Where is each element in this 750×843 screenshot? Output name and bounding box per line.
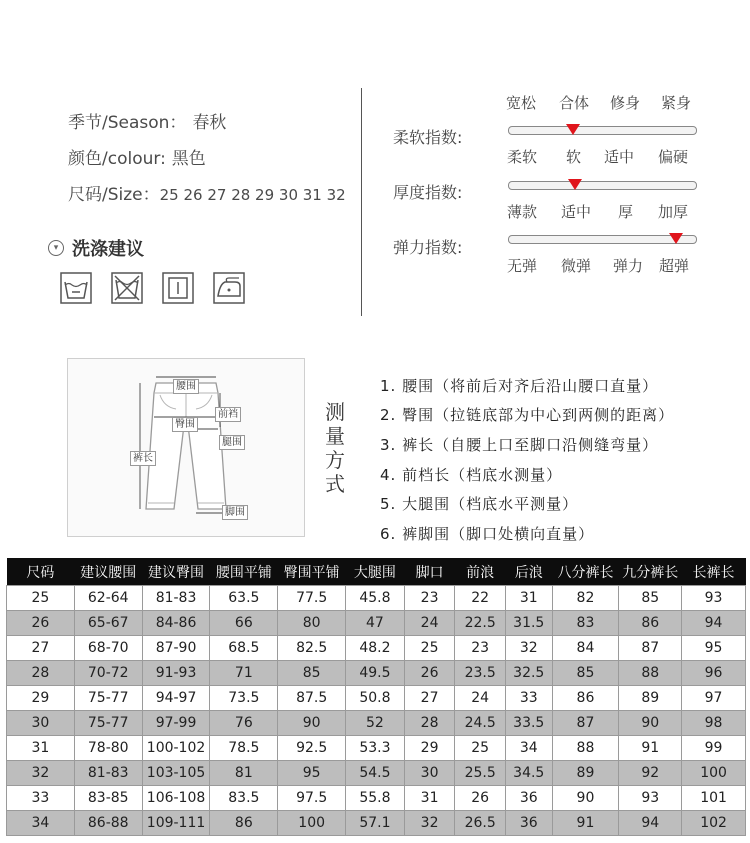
table-cell: 24 <box>404 611 455 636</box>
washing-section-title <box>48 235 144 261</box>
table-row <box>7 636 746 661</box>
softness-label: 柔软指数: <box>393 128 463 147</box>
fit-option: 修身 <box>610 94 641 112</box>
softness-bar <box>508 126 697 135</box>
table-cell: 78-80 <box>74 736 142 761</box>
elasticity-option: 微弹 <box>561 257 592 275</box>
table-cell: 101 <box>682 786 746 811</box>
washing-title-text: 洗涤建议 <box>72 239 144 260</box>
table-cell: 86 <box>210 811 278 836</box>
table-cell: 93 <box>619 786 682 811</box>
table-cell: 26 <box>7 611 75 636</box>
table-cell: 47 <box>346 611 405 636</box>
table-row <box>7 611 746 636</box>
table-cell: 87 <box>619 636 682 661</box>
table-cell: 100 <box>278 811 346 836</box>
size-table-body <box>7 586 746 836</box>
size-table-header <box>7 558 746 586</box>
table-cell: 95 <box>278 761 346 786</box>
table-cell: 32 <box>7 761 75 786</box>
season-value: 春秋 <box>192 113 227 133</box>
table-row <box>7 661 746 686</box>
table-cell: 68-70 <box>74 636 142 661</box>
table-cell: 81 <box>210 761 278 786</box>
table-cell: 26 <box>404 661 455 686</box>
table-cell: 97-99 <box>142 711 210 736</box>
table-cell: 75-77 <box>74 686 142 711</box>
column-header: 八分裤长 <box>552 558 619 586</box>
measure-title: 测量方式 <box>325 400 345 496</box>
table-cell: 71 <box>210 661 278 686</box>
hang-dry-icon <box>162 272 194 304</box>
column-header: 后浪 <box>505 558 552 586</box>
table-cell: 66 <box>210 611 278 636</box>
table-cell: 30 <box>404 761 455 786</box>
measure-item: 2. 臀围（拉链底部为中心到两侧的距离） <box>380 406 675 424</box>
table-cell: 86 <box>552 686 619 711</box>
table-cell: 90 <box>278 711 346 736</box>
table-cell: 93 <box>682 586 746 611</box>
table-cell: 23 <box>404 586 455 611</box>
table-cell: 78.5 <box>210 736 278 761</box>
size-label: 尺码/Size： <box>68 185 160 205</box>
table-cell: 102 <box>682 811 746 836</box>
elasticity-marker <box>669 233 683 244</box>
column-header: 建议臀围 <box>142 558 210 586</box>
table-cell: 53.3 <box>346 736 405 761</box>
table-cell: 94 <box>619 811 682 836</box>
table-cell: 90 <box>619 711 682 736</box>
thickness-option: 适中 <box>561 203 592 221</box>
table-cell: 23 <box>455 636 506 661</box>
table-cell: 34 <box>7 811 75 836</box>
table-row <box>7 811 746 836</box>
measurement-diagram <box>67 358 305 537</box>
table-cell: 30 <box>7 711 75 736</box>
table-cell: 34.5 <box>505 761 552 786</box>
table-cell: 89 <box>552 761 619 786</box>
elasticity-option: 无弹 <box>507 257 538 275</box>
size-value: 25 26 27 28 29 30 31 32 <box>159 186 346 204</box>
thickness-option: 加厚 <box>658 203 689 221</box>
diagram-hip-label: 臀围 <box>172 417 198 432</box>
table-cell: 25.5 <box>455 761 506 786</box>
table-cell: 86-88 <box>74 811 142 836</box>
table-cell: 83 <box>552 611 619 636</box>
column-header: 脚口 <box>404 558 455 586</box>
table-cell: 91 <box>619 736 682 761</box>
table-cell: 103-105 <box>142 761 210 786</box>
table-row <box>7 761 746 786</box>
table-cell: 94 <box>682 611 746 636</box>
table-cell: 54.5 <box>346 761 405 786</box>
table-cell: 28 <box>7 661 75 686</box>
table-cell: 99 <box>682 736 746 761</box>
table-cell: 82.5 <box>278 636 346 661</box>
thickness-marker <box>568 179 582 190</box>
table-cell: 100 <box>682 761 746 786</box>
diagram-length-label: 裤长 <box>130 451 156 466</box>
column-header: 九分裤长 <box>619 558 682 586</box>
table-cell: 91 <box>552 811 619 836</box>
season-label: 季节/Season： <box>68 113 187 133</box>
season-info <box>68 108 226 133</box>
table-cell: 62-64 <box>74 586 142 611</box>
thickness-option: 厚 <box>618 203 634 221</box>
table-cell: 82 <box>552 586 619 611</box>
table-cell: 31 <box>404 786 455 811</box>
table-cell: 52 <box>346 711 405 736</box>
thickness-label: 厚度指数: <box>393 183 463 202</box>
table-cell: 75-77 <box>74 711 142 736</box>
table-cell: 87-90 <box>142 636 210 661</box>
table-cell: 22.5 <box>455 611 506 636</box>
wash-30-icon <box>60 272 92 304</box>
table-cell: 25 <box>404 636 455 661</box>
thickness-option: 薄款 <box>507 203 538 221</box>
table-cell: 34 <box>505 736 552 761</box>
table-cell: 23.5 <box>455 661 506 686</box>
table-row <box>7 736 746 761</box>
table-cell: 85 <box>619 586 682 611</box>
thickness-bar <box>508 181 697 190</box>
table-cell: 32 <box>404 811 455 836</box>
table-row <box>7 686 746 711</box>
table-cell: 97 <box>682 686 746 711</box>
table-cell: 27 <box>404 686 455 711</box>
table-cell: 33 <box>7 786 75 811</box>
table-row <box>7 786 746 811</box>
table-cell: 94-97 <box>142 686 210 711</box>
table-cell: 91-93 <box>142 661 210 686</box>
table-cell: 86 <box>619 611 682 636</box>
softness-marker <box>566 124 580 135</box>
table-cell: 87 <box>552 711 619 736</box>
table-cell: 84-86 <box>142 611 210 636</box>
table-cell: 22 <box>455 586 506 611</box>
size-info <box>68 180 346 205</box>
measure-item: 1. 腰围（将前后对齐后沿山腰口直量） <box>380 377 659 395</box>
table-cell: 84 <box>552 636 619 661</box>
elasticity-option: 超弹 <box>659 257 690 275</box>
table-cell: 85 <box>278 661 346 686</box>
table-cell: 65-67 <box>74 611 142 636</box>
table-cell: 76 <box>210 711 278 736</box>
table-cell: 31.5 <box>505 611 552 636</box>
table-cell: 26.5 <box>455 811 506 836</box>
table-cell: 80 <box>278 611 346 636</box>
diagram-thigh-label: 腿围 <box>219 435 245 450</box>
measure-item: 4. 前档长（档底水测量） <box>380 466 563 484</box>
table-cell: 48.2 <box>346 636 405 661</box>
table-cell: 83-85 <box>74 786 142 811</box>
table-cell: 36 <box>505 811 552 836</box>
table-cell: 89 <box>619 686 682 711</box>
diagram-front-rise-label: 前裆 <box>215 407 241 422</box>
measure-item: 3. 裤长（自腰上口至脚口沿侧缝弯量） <box>380 436 659 454</box>
table-cell: 70-72 <box>74 661 142 686</box>
no-bleach-icon <box>111 272 143 304</box>
table-cell: 27 <box>7 636 75 661</box>
diagram-waist-label: 腰围 <box>173 379 199 394</box>
table-cell: 81-83 <box>74 761 142 786</box>
measure-item: 6. 裤脚围（脚口处横向直量） <box>380 525 595 543</box>
table-cell: 24.5 <box>455 711 506 736</box>
table-cell: 50.8 <box>346 686 405 711</box>
table-cell: 83.5 <box>210 786 278 811</box>
table-cell: 88 <box>619 661 682 686</box>
table-cell: 32 <box>505 636 552 661</box>
fit-option: 合体 <box>559 94 590 112</box>
table-cell: 49.5 <box>346 661 405 686</box>
table-cell: 31 <box>7 736 75 761</box>
table-cell: 92 <box>619 761 682 786</box>
table-cell: 28 <box>404 711 455 736</box>
table-cell: 77.5 <box>278 586 346 611</box>
table-cell: 36 <box>505 786 552 811</box>
color-value: 黑色 <box>171 149 206 169</box>
table-cell: 90 <box>552 786 619 811</box>
measure-item: 5. 大腿围（档底水平测量） <box>380 495 579 513</box>
column-header: 长裤长 <box>682 558 746 586</box>
diagram-hem-label: 脚围 <box>222 505 248 520</box>
table-cell: 25 <box>455 736 506 761</box>
table-cell: 96 <box>682 661 746 686</box>
table-cell: 68.5 <box>210 636 278 661</box>
softness-option: 软 <box>566 148 582 166</box>
color-info <box>68 144 206 169</box>
softness-option: 偏硬 <box>658 148 689 166</box>
table-cell: 26 <box>455 786 506 811</box>
section-divider <box>361 88 362 316</box>
table-cell: 109-111 <box>142 811 210 836</box>
table-cell: 73.5 <box>210 686 278 711</box>
care-icons <box>60 272 245 304</box>
table-cell: 33 <box>505 686 552 711</box>
column-header: 前浪 <box>455 558 506 586</box>
chevron-down-icon: ▾ <box>48 240 64 256</box>
table-cell: 57.1 <box>346 811 405 836</box>
table-cell: 25 <box>7 586 75 611</box>
table-cell: 29 <box>404 736 455 761</box>
color-label: 颜色/colour: <box>68 149 166 169</box>
table-cell: 33.5 <box>505 711 552 736</box>
table-cell: 31 <box>505 586 552 611</box>
table-cell: 100-102 <box>142 736 210 761</box>
column-header: 建议腰围 <box>74 558 142 586</box>
table-row <box>7 711 746 736</box>
softness-option: 适中 <box>604 148 635 166</box>
column-header: 大腿围 <box>346 558 405 586</box>
elasticity-option: 弹力 <box>613 257 644 275</box>
table-cell: 87.5 <box>278 686 346 711</box>
table-row <box>7 586 746 611</box>
table-cell: 88 <box>552 736 619 761</box>
elasticity-label: 弹力指数: <box>393 238 463 257</box>
table-cell: 55.8 <box>346 786 405 811</box>
table-cell: 63.5 <box>210 586 278 611</box>
table-cell: 92.5 <box>278 736 346 761</box>
low-iron-icon <box>213 272 245 304</box>
table-cell: 97.5 <box>278 786 346 811</box>
column-header: 尺码 <box>7 558 75 586</box>
softness-option: 柔软 <box>507 148 538 166</box>
table-cell: 81-83 <box>142 586 210 611</box>
table-cell: 98 <box>682 711 746 736</box>
table-cell: 106-108 <box>142 786 210 811</box>
column-header: 臀围平铺 <box>278 558 346 586</box>
table-cell: 29 <box>7 686 75 711</box>
table-cell: 32.5 <box>505 661 552 686</box>
column-header: 腰围平铺 <box>210 558 278 586</box>
table-cell: 45.8 <box>346 586 405 611</box>
fit-option: 宽松 <box>506 94 537 112</box>
table-cell: 24 <box>455 686 506 711</box>
fit-option: 紧身 <box>661 94 692 112</box>
table-cell: 85 <box>552 661 619 686</box>
size-table <box>6 558 746 836</box>
table-cell: 95 <box>682 636 746 661</box>
